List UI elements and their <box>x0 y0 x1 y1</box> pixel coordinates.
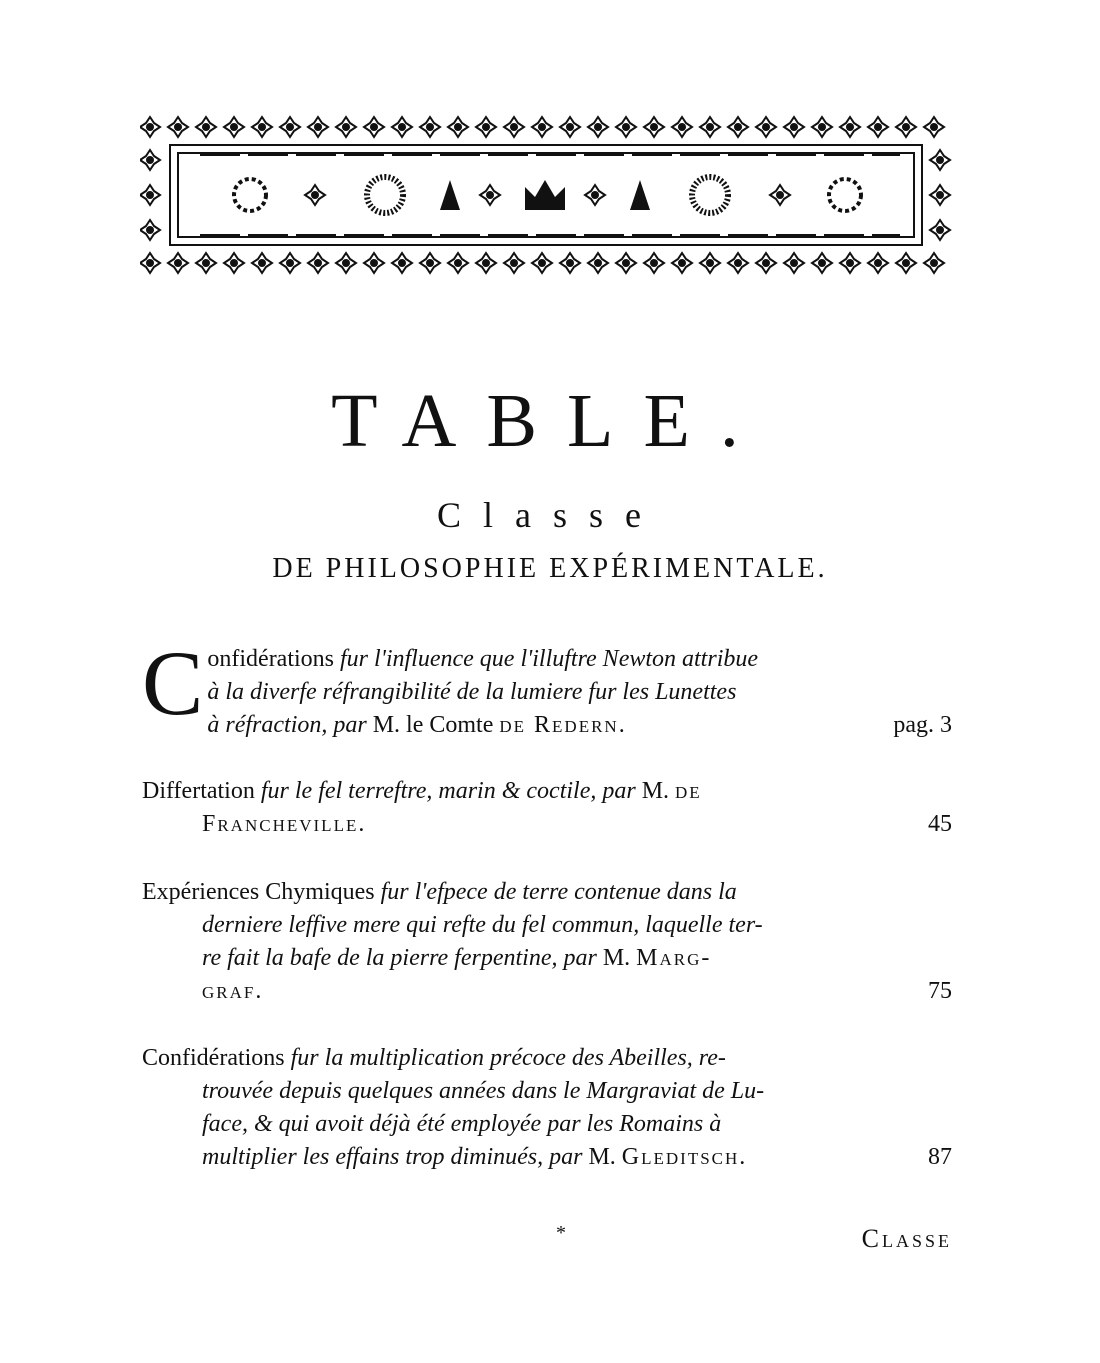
signature-mark: * <box>556 1222 566 1244</box>
entry-text: fur le fel terreftre, marin & coctile, <box>260 778 597 804</box>
entry-author: M. <box>602 945 631 971</box>
entry-author-name: de Redern. <box>499 712 627 738</box>
entry-author-name: Marg- <box>636 945 712 971</box>
entry-text: fur la multiplication précoce des Abeilles, re- <box>290 1045 726 1071</box>
page-number: 87 <box>928 1144 952 1170</box>
border-top-row <box>140 117 944 137</box>
entry-par: par <box>333 712 367 738</box>
page-title: TABLE. <box>331 379 769 463</box>
entry-title: Confidérations <box>142 1045 285 1071</box>
toc-entry[interactable] <box>142 632 952 742</box>
entry-title: Differtation <box>142 778 255 804</box>
entry-author-name: Francheville. <box>202 811 367 837</box>
toc-entry[interactable] <box>142 775 952 841</box>
entry-par: par <box>549 1144 583 1170</box>
entry-author-name: graf. <box>202 978 264 1004</box>
entry-author: M. <box>588 1144 616 1170</box>
page-number: 45 <box>928 811 952 837</box>
central-motifs <box>234 177 861 213</box>
entry-par: par <box>602 778 636 804</box>
entry-text: multiplier les effains trop diminués, <box>202 1144 544 1170</box>
section-subtitle: DE PHILOSOPHIE EXPÉRIMENTALE. <box>272 553 828 584</box>
entry-title: onfidérations <box>207 646 335 672</box>
entry-text: fur l'efpece de terre contenue dans la <box>380 879 737 905</box>
border-bottom-row <box>140 253 944 273</box>
entry-text: à réfraction, <box>207 712 328 738</box>
catchword: Classe <box>861 1224 952 1253</box>
toc-entry[interactable] <box>142 1042 952 1174</box>
entry-author-name: de <box>675 778 702 804</box>
entry-author-name: Gleditsch. <box>621 1144 748 1170</box>
entry-text: face, & qui avoit déjà été employée par les Romains à <box>202 1111 722 1137</box>
entry-text: trouvée depuis quelques années dans le Margraviat de Lu- <box>202 1078 765 1104</box>
section-heading: Classe <box>437 495 663 535</box>
entry-par: par <box>563 945 597 971</box>
entry-text: fur l'influence que l'illuftre Newton attribue <box>340 646 759 672</box>
drop-cap: C <box>142 632 204 734</box>
toc-entry[interactable] <box>142 876 952 1008</box>
entry-text: à la diverfe réfrangibilité de la lumiere fur les Lunettes <box>207 679 737 705</box>
page-number: 75 <box>928 978 952 1004</box>
entry-author: M. le Comte <box>372 712 494 738</box>
entry-author: M. <box>641 778 670 804</box>
entry-title: Expériences Chymiques <box>142 879 375 905</box>
entry-text: re fait la bafe de la pierre ferpentine, <box>202 945 558 971</box>
decorative-headpiece <box>140 115 960 275</box>
entry-text: derniere leffive mere qui refte du fel commun, laquelle ter- <box>202 912 763 938</box>
page-number: pag. 3 <box>893 712 952 738</box>
